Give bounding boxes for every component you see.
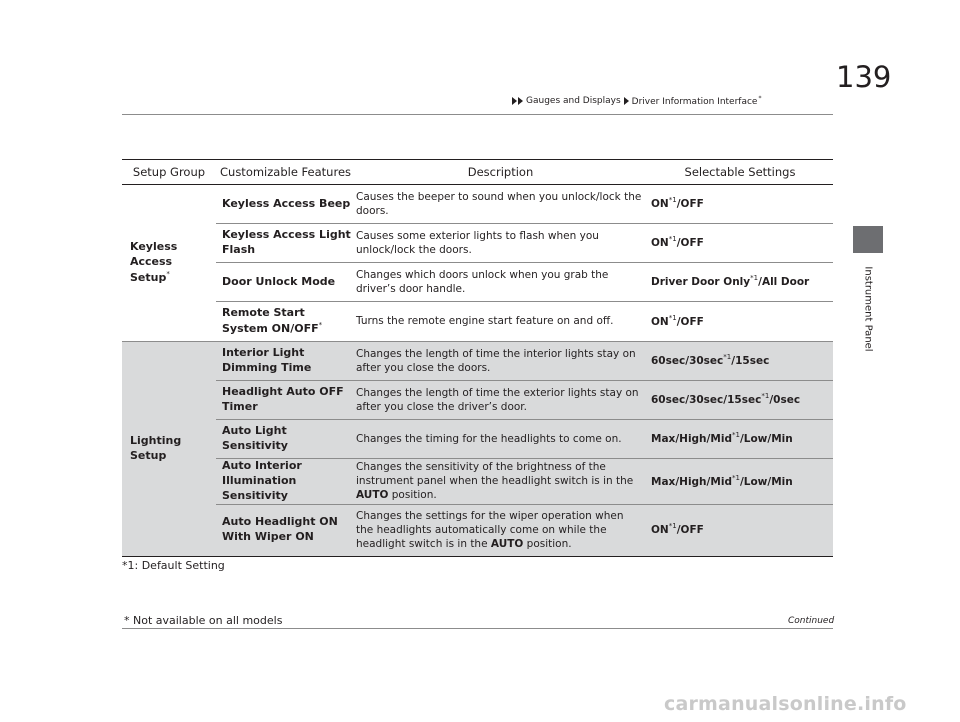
- setting-separator: /: [676, 198, 681, 211]
- feature-name: [216, 224, 354, 263]
- setting-option: OFF: [680, 198, 704, 211]
- setting-option: Max: [651, 475, 676, 488]
- footnote-mark: *: [166, 269, 170, 278]
- description-fragment: AUTO: [356, 489, 389, 502]
- feature-description: [354, 302, 647, 342]
- description-text: Changes which doors unlock when you grab the driver’s door handle.: [356, 268, 609, 295]
- feature-name: [216, 381, 354, 420]
- default-mark: *1: [668, 522, 677, 531]
- setting-separator: /: [723, 394, 728, 407]
- table-row: [122, 459, 833, 505]
- setting-separator: /: [675, 475, 680, 488]
- description-text: Causes some exterior lights to flash when you unlock/lock the doors.: [356, 229, 599, 256]
- table-row: [122, 342, 833, 381]
- description-text: Changes the length of time the interior lights stay on after you close the doors.: [356, 347, 636, 374]
- setting-option: High: [679, 433, 707, 446]
- default-mark: *1: [668, 235, 677, 244]
- setting-separator: /: [739, 433, 744, 446]
- table-row: [122, 381, 833, 420]
- availability-footnote: * Not available on all models: [124, 614, 283, 627]
- feature-name: [216, 504, 354, 556]
- feature-name: [216, 302, 354, 342]
- setting-option: Min: [771, 433, 793, 446]
- setting-option: ON: [651, 237, 669, 250]
- setting-separator: /: [675, 433, 680, 446]
- setting-option: 0sec: [773, 394, 801, 407]
- feature-description: [354, 342, 647, 381]
- selectable-settings: [647, 459, 833, 505]
- feature-description: [354, 381, 647, 420]
- breadcrumb-item-gauges[interactable]: Gauges and Displays: [526, 96, 621, 106]
- table-row: [122, 420, 833, 459]
- setting-option: OFF: [680, 237, 704, 250]
- setting-option: 15sec: [727, 394, 762, 407]
- setting-separator: /: [767, 475, 772, 488]
- breadcrumb-item-driver-info[interactable]: Driver Information Interface*: [631, 95, 762, 107]
- setting-option: 60sec: [651, 355, 686, 368]
- setting-option: 30sec: [689, 394, 724, 407]
- setting-separator: /: [676, 524, 681, 537]
- header-description: Description: [354, 160, 647, 185]
- setting-option: Driver Door Only: [651, 276, 751, 289]
- setting-option: High: [679, 475, 707, 488]
- setup-group-name: Setup: [130, 270, 167, 284]
- selectable-settings: [647, 302, 833, 342]
- breadcrumb-arrow-icon: [624, 97, 629, 105]
- table-header-row: [122, 160, 833, 185]
- description-fragment: position.: [388, 489, 437, 502]
- feature-label: Headlight Auto OFF Timer: [222, 385, 344, 413]
- setup-group-name: Access: [130, 255, 173, 269]
- description-text: Turns the remote engine start feature on and off.: [356, 315, 614, 328]
- setup-group-name: Keyless: [130, 240, 178, 254]
- section-tab-marker: [853, 226, 883, 253]
- header-customizable-features: Customizable Features: [216, 160, 354, 185]
- settings-table: [122, 159, 833, 557]
- setting-separator: /: [676, 237, 681, 250]
- setting-separator: /: [685, 394, 690, 407]
- setting-option: Low: [743, 475, 768, 488]
- feature-description: [354, 224, 647, 263]
- setting-option: Min: [771, 475, 793, 488]
- feature-name: [216, 420, 354, 459]
- feature-label: Auto Light Sensitivity: [222, 424, 288, 452]
- selectable-settings: [647, 504, 833, 556]
- continued-label: Continued: [788, 616, 835, 626]
- table-row: [122, 504, 833, 556]
- default-mark: *1: [731, 431, 740, 440]
- feature-label: Keyless Access Light Flash: [222, 228, 351, 256]
- setting-option: Low: [743, 433, 768, 446]
- setting-option: 60sec: [651, 394, 686, 407]
- table-row: [122, 263, 833, 302]
- feature-label: Interior Light Dimming Time: [222, 346, 312, 374]
- breadcrumb-arrow-icon: [518, 97, 523, 105]
- footer-rule: [122, 628, 833, 629]
- feature-label: Remote Start System ON/OFF: [222, 306, 319, 335]
- setting-option: 15sec: [735, 355, 770, 368]
- header-setup-group: Setup Group: [122, 160, 216, 185]
- setting-option: Mid: [710, 475, 732, 488]
- setting-separator: /: [767, 433, 772, 446]
- breadcrumb: [512, 95, 764, 107]
- feature-name: [216, 342, 354, 381]
- table-row: [122, 224, 833, 263]
- feature-description: [354, 420, 647, 459]
- feature-description: [354, 504, 647, 556]
- description-text: Changes the timing for the headlights to come on.: [356, 432, 622, 445]
- default-mark: *1: [750, 274, 759, 283]
- feature-name: [216, 459, 354, 505]
- feature-description: [354, 185, 647, 224]
- setting-separator: /: [676, 315, 681, 328]
- feature-label: Auto Interior Illumination Sensitivity: [222, 459, 302, 502]
- feature-label: Keyless Access Beep: [222, 196, 351, 210]
- default-mark: *1: [723, 353, 732, 362]
- selectable-settings: [647, 224, 833, 263]
- setting-option: ON: [651, 198, 669, 211]
- setting-option: Mid: [710, 433, 732, 446]
- feature-name: [216, 263, 354, 302]
- header-selectable-settings: Selectable Settings: [647, 160, 833, 185]
- description-fragment: AUTO: [490, 538, 524, 551]
- footnote-mark: *: [318, 321, 323, 329]
- setting-separator: /: [706, 433, 711, 446]
- description-fragment: Changes the settings for the wiper operation when the headlights automatically come on while the headlight switch is in the: [356, 509, 624, 551]
- setting-option: ON: [651, 315, 669, 328]
- default-setting-footnote: *1: Default Setting: [122, 559, 225, 572]
- page-number: 139: [836, 60, 892, 94]
- selectable-settings: [647, 381, 833, 420]
- setting-separator: /: [739, 475, 744, 488]
- setting-separator: /: [769, 394, 774, 407]
- breadcrumb-arrow-icon: [512, 97, 517, 105]
- setting-separator: /: [731, 355, 736, 368]
- feature-label: Door Unlock Mode: [222, 274, 336, 288]
- setup-group-name: Lighting: [130, 433, 182, 447]
- selectable-settings: [647, 342, 833, 381]
- section-tab-label: Instrument Panel: [862, 266, 874, 352]
- setting-separator: /: [685, 355, 690, 368]
- feature-name: [216, 185, 354, 224]
- default-mark: *1: [668, 313, 677, 322]
- description-fragment: position.: [523, 538, 572, 551]
- setting-option: Max: [651, 433, 676, 446]
- setting-option: 30sec: [689, 355, 724, 368]
- setting-option: OFF: [680, 315, 704, 328]
- header-rule: [122, 114, 833, 115]
- setup-group-cell: [122, 342, 216, 557]
- default-mark: *1: [761, 392, 770, 401]
- watermark: carmanualsonline.info: [664, 693, 907, 715]
- setup-group-cell: [122, 185, 216, 342]
- setting-option: ON: [651, 524, 669, 537]
- feature-label: Auto Headlight ON With Wiper ON: [222, 515, 338, 544]
- setting-separator: /: [758, 276, 762, 289]
- table-row: [122, 302, 833, 342]
- description-text: Changes the length of time the exterior lights stay on after you close the driver’s door.: [356, 386, 639, 413]
- setting-option: OFF: [680, 524, 704, 537]
- feature-description: [354, 263, 647, 302]
- table-row: [122, 185, 833, 224]
- selectable-settings: [647, 185, 833, 224]
- setup-group-name: Setup: [130, 448, 167, 462]
- setting-option: All Door: [761, 276, 810, 289]
- default-mark: *1: [731, 473, 740, 482]
- description-fragment: Changes the sensitivity of the brightness of the instrument panel when the headlight switch is in the: [356, 461, 634, 488]
- selectable-settings: [647, 263, 833, 302]
- feature-description: [354, 459, 647, 505]
- selectable-settings: [647, 420, 833, 459]
- setting-separator: /: [706, 475, 711, 488]
- description-text: Causes the beeper to sound when you unlock/lock the doors.: [356, 190, 642, 217]
- default-mark: *1: [668, 196, 677, 205]
